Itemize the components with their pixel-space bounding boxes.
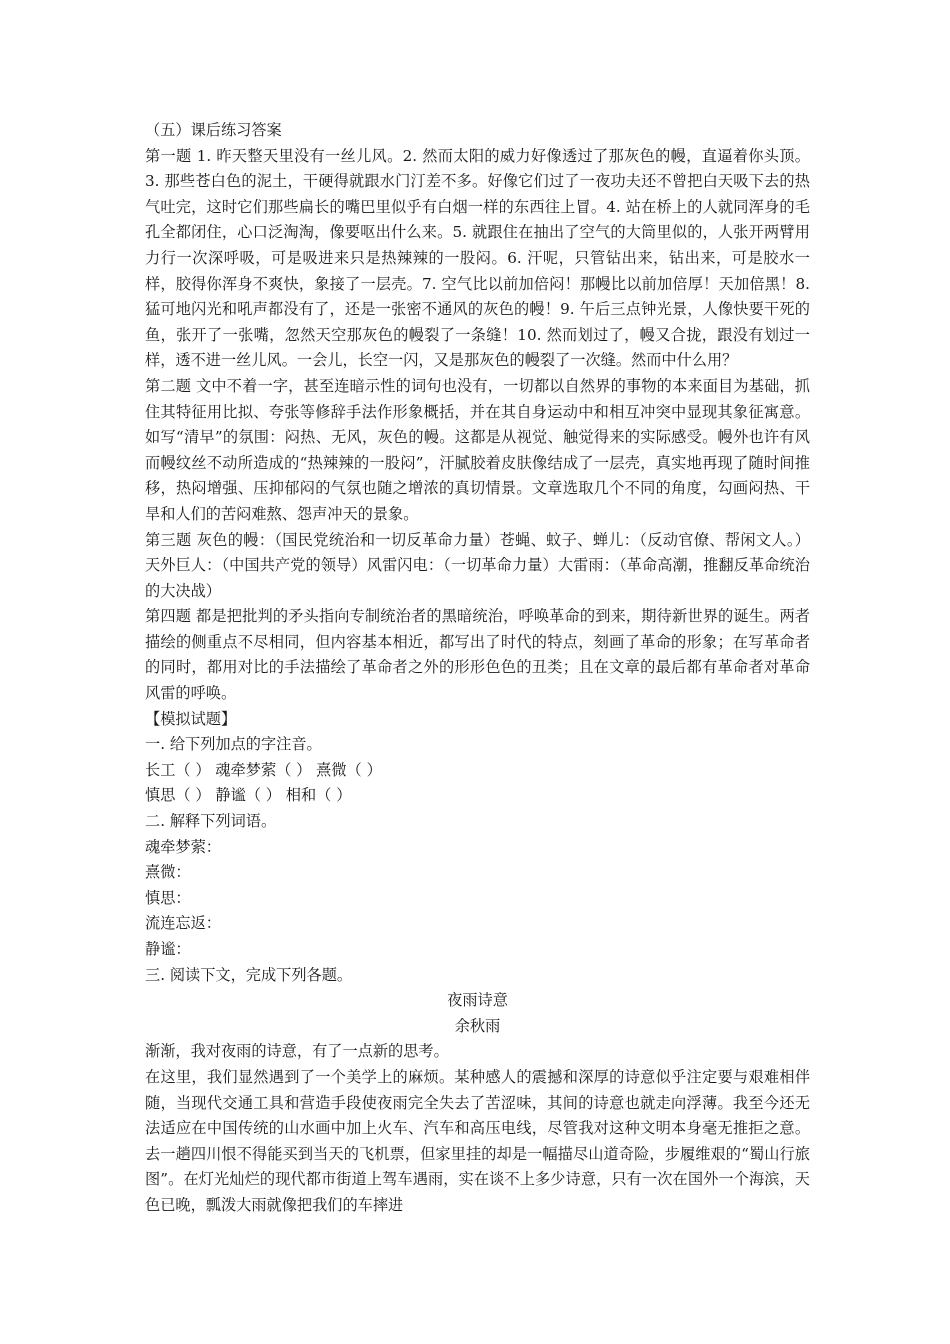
answer-1: 第一题 1. 昨天整天里没有一丝儿风。2. 然而太阳的威力好像透过了那灰色的幔，直逼着你头顶。3. 那些苍白色的泥土，干硬得就跟水门汀差不多。好像它们过了一夜功夫还不曾把白天吸下去的热气吐完，这时它们那些扁长的嘴巴里似乎有白烟一样的东西往上冒。4. 站在桥上的人就同浑身的毛孔全都闭住，心口泛淘淘，像要呕出什么来。5. 就跟住在抽出了空气的大筒里似的，人张开两臂用力行一次深呼吸，可是吸进来只是热辣辣的一股闷。6. 汗呢，只管钻出来，钻出来，可是胶水一样，胶得你浑身不爽快，象接了一层壳。7. 空气比以前加倍闷！那幔比以前加倍厚！天加倍黑！8. 猛可地闪光和吼声都没有了，还是一张密不通风的灰色的幔！9. 午后三点钟光景，人像快要干死的鱼，张开了一张嘴，忽然天空那灰色的幔裂了一条缝！10. 然而划过了，幔又合拢，跟没有划过一样，透不进一丝儿风。一会儿，长空一闪，又是那灰色的幔裂了一次缝。然而中什么用？ — [145, 146, 810, 370]
q1-line-1: 长工（ ） 魂牵梦萦（ ） 熹微（ ） — [145, 760, 382, 779]
section-heading: （五）课后练习答案 — [145, 121, 282, 139]
q2-title: 二. 解释下列词语。 — [145, 812, 277, 831]
q2-item: 魂牵梦萦： — [145, 837, 221, 856]
q3-title: 三. 阅读下文，完成下列各题。 — [145, 965, 353, 984]
q2-item: 静谧： — [145, 940, 191, 958]
article-paragraph: 在这里，我们显然遇到了一个美学上的麻烦。某种感人的震撼和深厚的诗意似乎注定要与艰难相伴随，当现代交通工具和营造手段使夜雨完全失去了苦涩味，其间的诗意也就走向浮薄。我至今还无法适应在中国传统的山水画中加上火车、汽车和高压电线，尽管我对这种文明本身毫无推拒之意。去一趟四川恨不得能买到当天的飞机票，但家里挂的却是一幅描尽山道奇险，步履维艰的“蜀山行旅图”。在灯光灿烂的现代都市街道上驾车遇雨，实在谈不上多少诗意，只有一次在国外一个海滨，天色已晚，瓢泼大雨就像把我们的车摔进 — [145, 1067, 810, 1214]
answer-3: 第三题 灰色的幔：（国民党统治和一切反革命力量）苍蝇、蚊子、蝉儿：（反动官僚、帮闲文人。）天外巨人：（中国共产党的领导）风雷闪电：（一切革命力量）大雷雨：（革命高潮，推翻反革命统治的大决战） — [145, 530, 810, 600]
q1-title: 一. 给下列加点的字注音。 — [145, 735, 322, 754]
document-page — [145, 118, 810, 1219]
q2-item: 流连忘返： — [145, 914, 221, 933]
q2-item: 熹微： — [145, 863, 191, 882]
answer-4: 第四题 都是把批判的矛头指向专制统治者的黑暗统治，呼唤革命的到来，期待新世界的诞生。两者描绘的侧重点不尽相同，但内容基本相近，都写出了时代的特点，刻画了革命的形象；在写革命者的同时，都用对比的手法描绘了革命者之外的形形色色的丑类；且在文章的最后都有革命者对革命风雷的呼唤。 — [145, 607, 810, 703]
article-author: 余秋雨 — [454, 1016, 501, 1035]
mock-heading: 【模拟试题】 — [145, 709, 237, 728]
article-paragraph: 渐渐，我对夜雨的诗意，有了一点新的思考。 — [145, 1042, 449, 1061]
q1-line-2: 慎思（ ） 静谧（ ） 相和（ ） — [145, 786, 352, 805]
q2-item: 慎思： — [145, 888, 191, 907]
answer-2: 第二题 文中不着一字，甚至连暗示性的词句也没有，一切都以自然界的事物的本来面目为基础，抓住其特征用比拟、夸张等修辞手法作形象概括，并在其自身运动中和相互冲突中显现其象征寓意。如写“清早”的氛围：闷热、无风，灰色的幔。这都是从视觉、触觉得来的实际感受。幔外也许有风而幔纹丝不动所造成的“热辣辣的一股闷”，汗腻胶着皮肤像结成了一层壳，真实地再现了随时间推移，热闷增强、压抑郁闷的气氛也随之增浓的真切情景。文章选取几个不同的角度，勾画闷热、干旱和人们的苦闷难熬、怨声冲天的景象。 — [145, 376, 810, 523]
article-title: 夜雨诗意 — [447, 991, 508, 1010]
